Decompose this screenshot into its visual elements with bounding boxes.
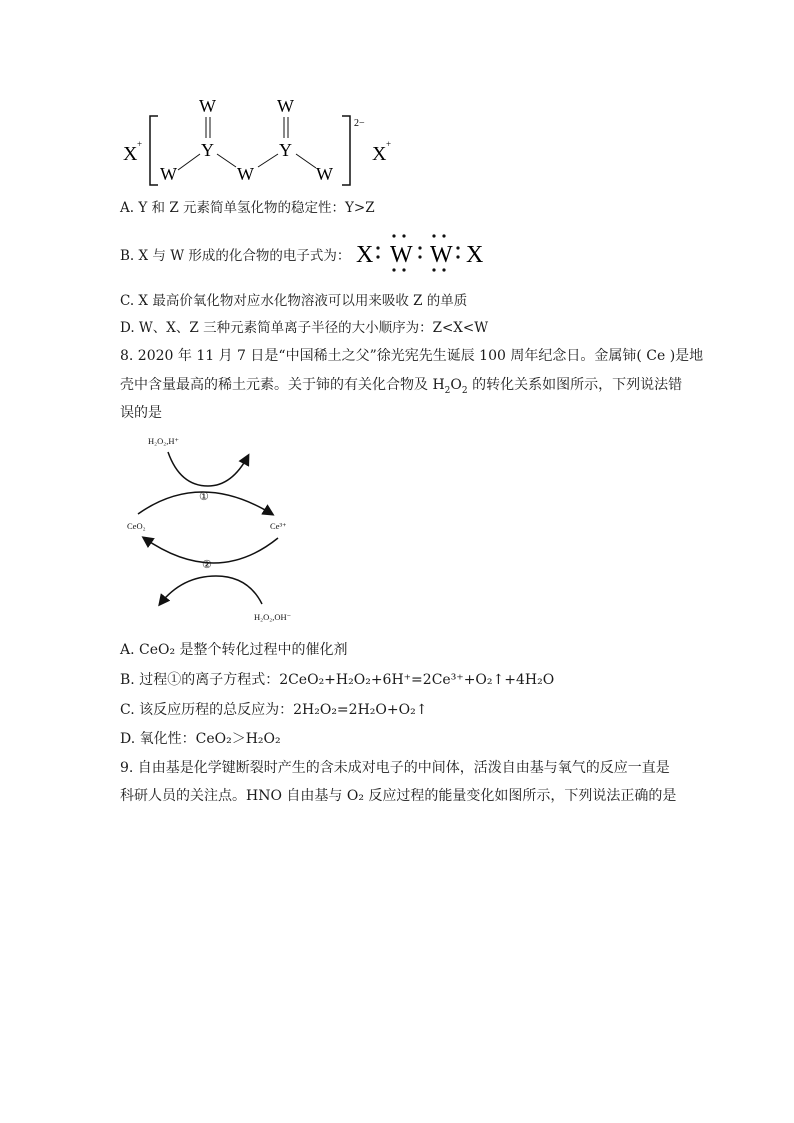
- q7-option-b-text: B. X 与 W 形成的化合物的电子式为：: [120, 248, 351, 264]
- q7-option-c: C. X 最高价氧化物对应水化物溶液可以用来吸收 Z 的单质: [120, 293, 468, 309]
- q7-option-d: D. W、X、Z 三种元素简单离子半径的大小顺序为：Z<X<W: [120, 320, 489, 336]
- ion-structure-diagram: [118, 92, 408, 192]
- q8-option-c: C. 该反应历程的总反应为：2H₂O₂=2H₂O+O₂↑: [120, 702, 428, 718]
- structure-x-right-charge: +: [386, 139, 392, 149]
- structure-x-right: X: [372, 143, 387, 165]
- left-bracket: [150, 116, 158, 185]
- label-step1: ①: [199, 491, 209, 503]
- structure-charge: 2−: [354, 118, 365, 129]
- dot-formula-x2: X: [466, 242, 484, 268]
- q8-stem-sub2: 2: [461, 385, 468, 396]
- dot-formula-x1: X: [356, 242, 374, 268]
- label-left: CeO₂: [127, 521, 146, 531]
- structure-x-left-charge: +: [137, 139, 143, 149]
- structure-x-left: X: [123, 143, 138, 165]
- label-step2: ②: [202, 559, 212, 571]
- q8-stem-line2-pre: 壳中含量最高的稀土元素。关于铈的有关化合物及 H: [120, 377, 445, 393]
- structure-w-top-2: W: [277, 96, 294, 116]
- dot-formula-w2: W: [430, 242, 453, 268]
- q8-option-a: A. CeO₂ 是整个转化过程中的催化剂: [120, 642, 348, 658]
- cerium-cycle-diagram: [120, 428, 320, 628]
- q9-stem-line1: 9. 自由基是化学键断裂时产生的含未成对电子的中间体，活泼自由基与氧气的反应一直是: [120, 760, 670, 776]
- structure-w-top-1: W: [199, 96, 216, 116]
- label-right: Ce³⁺: [270, 521, 287, 531]
- q8-option-b: B. 过程①的离子方程式：2CeO₂+H₂O₂+6H⁺=2Ce³⁺+O₂↑+4H₂O: [120, 672, 555, 688]
- dot-formula-w1: W: [390, 242, 413, 268]
- q8-option-d: D. 氧化性：CeO₂＞H₂O₂: [120, 731, 281, 747]
- q8-stem-line2: [120, 375, 682, 401]
- structure-w-bottom-3: W: [316, 164, 333, 184]
- structure-y-1: Y: [201, 140, 214, 160]
- label-top: H₂O₂,H⁺: [148, 436, 179, 446]
- q8-stem-line3: 误的是: [120, 405, 162, 421]
- q9-stem-line2: 科研人员的关注点。HNO 自由基与 O₂ 反应过程的能量变化如图所示，下列说法正确的是: [120, 788, 677, 804]
- q8-stem-line2-mid: O: [450, 377, 462, 393]
- q8-stem-sub1: 2: [444, 385, 451, 396]
- structure-w-bottom-1: W: [160, 164, 177, 184]
- q7-option-a: A. Y 和 Z 元素简单氢化物的稳定性：Y>Z: [120, 200, 375, 216]
- label-bottom: H₂O₂,OH⁻: [254, 612, 292, 622]
- q8-stem-line1: 8. 2020 年 11 月 7 日是“中国稀土之父”徐光宪先生诞辰 100 周年纪念日。金属铈( Ce )是地: [120, 348, 704, 364]
- electron-dot-formula: [352, 230, 492, 274]
- q8-stem-line2-post: 的转化关系如图所示，下列说法错: [467, 377, 683, 393]
- q7-option-b: [120, 246, 350, 266]
- right-bracket: [342, 116, 350, 185]
- structure-y-2: Y: [279, 140, 292, 160]
- structure-w-bottom-2: W: [237, 164, 254, 184]
